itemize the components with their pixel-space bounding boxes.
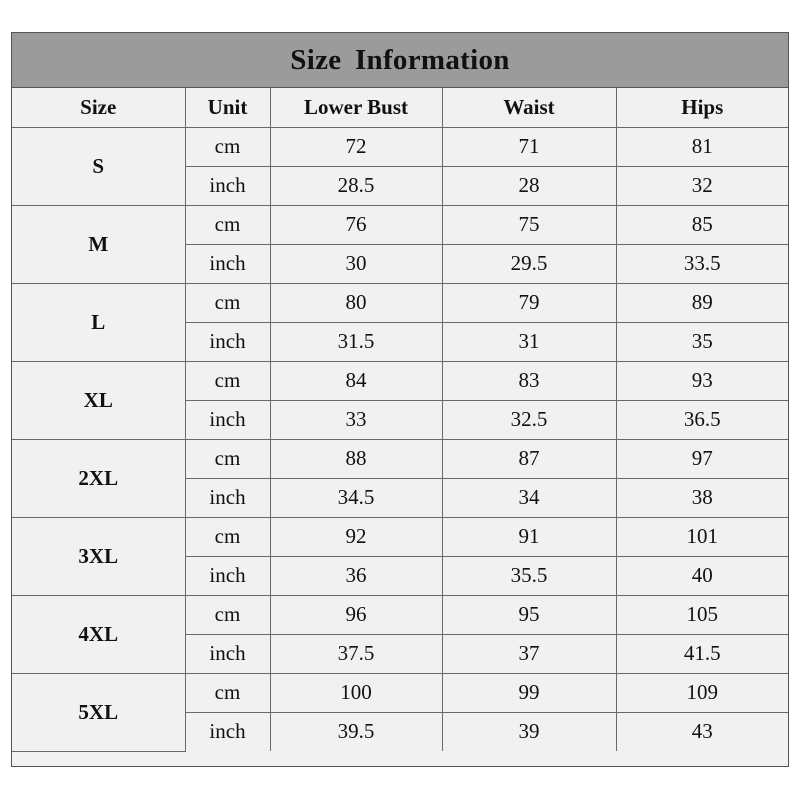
lower-bust-cell: 92 [270,517,442,556]
unit-cell: cm [185,439,270,478]
table-row [12,517,788,556]
hips-cell: 41.5 [616,634,788,673]
hips-cell: 85 [616,205,788,244]
table-row [12,361,788,400]
lower-bust-cell: 80 [270,283,442,322]
hips-cell: 43 [616,712,788,751]
unit-cell: cm [185,205,270,244]
unit-cell: inch [185,478,270,517]
hips-cell: 40 [616,556,788,595]
lower-bust-cell: 36 [270,556,442,595]
hips-cell: 101 [616,517,788,556]
unit-cell: inch [185,322,270,361]
size-label: 5XL [12,673,185,751]
waist-cell: 75 [442,205,616,244]
size-label: 3XL [12,517,185,595]
table-row [12,439,788,478]
hips-cell: 109 [616,673,788,712]
header-size: Size [12,88,185,127]
hips-cell: 33.5 [616,244,788,283]
lower-bust-cell: 30 [270,244,442,283]
unit-cell: inch [185,712,270,751]
lower-bust-cell: 39.5 [270,712,442,751]
waist-cell: 31 [442,322,616,361]
hips-cell: 81 [616,127,788,166]
waist-cell: 95 [442,595,616,634]
unit-cell: cm [185,361,270,400]
hips-cell: 93 [616,361,788,400]
size-label: 2XL [12,439,185,517]
table-body [12,127,788,751]
waist-cell: 87 [442,439,616,478]
hips-cell: 36.5 [616,400,788,439]
waist-cell: 99 [442,673,616,712]
lower-bust-cell: 34.5 [270,478,442,517]
hips-cell: 97 [616,439,788,478]
lower-bust-cell: 76 [270,205,442,244]
unit-cell: inch [185,400,270,439]
size-chart [11,32,789,767]
header-lower-bust: Lower Bust [270,88,442,127]
table-row [12,595,788,634]
unit-cell: cm [185,517,270,556]
table-row [12,127,788,166]
waist-cell: 71 [442,127,616,166]
waist-cell: 91 [442,517,616,556]
lower-bust-cell: 31.5 [270,322,442,361]
unit-cell: cm [185,283,270,322]
waist-cell: 32.5 [442,400,616,439]
unit-cell: inch [185,556,270,595]
size-table [12,88,788,752]
waist-cell: 83 [442,361,616,400]
waist-cell: 34 [442,478,616,517]
size-label: M [12,205,185,283]
waist-cell: 39 [442,712,616,751]
unit-cell: cm [185,595,270,634]
header-unit: Unit [185,88,270,127]
hips-cell: 35 [616,322,788,361]
lower-bust-cell: 100 [270,673,442,712]
hips-cell: 89 [616,283,788,322]
lower-bust-cell: 84 [270,361,442,400]
hips-cell: 38 [616,478,788,517]
hips-cell: 32 [616,166,788,205]
lower-bust-cell: 72 [270,127,442,166]
header-waist: Waist [442,88,616,127]
waist-cell: 28 [442,166,616,205]
size-label: 4XL [12,595,185,673]
lower-bust-cell: 28.5 [270,166,442,205]
table-row [12,205,788,244]
size-label: S [12,127,185,205]
header-hips: Hips [616,88,788,127]
lower-bust-cell: 88 [270,439,442,478]
header-row [12,88,788,127]
unit-cell: cm [185,127,270,166]
lower-bust-cell: 33 [270,400,442,439]
waist-cell: 37 [442,634,616,673]
lower-bust-cell: 37.5 [270,634,442,673]
table-row [12,673,788,712]
chart-title: Size Information [12,33,788,88]
size-label: L [12,283,185,361]
waist-cell: 29.5 [442,244,616,283]
hips-cell: 105 [616,595,788,634]
waist-cell: 35.5 [442,556,616,595]
unit-cell: inch [185,634,270,673]
size-label: XL [12,361,185,439]
waist-cell: 79 [442,283,616,322]
table-row [12,283,788,322]
unit-cell: inch [185,244,270,283]
lower-bust-cell: 96 [270,595,442,634]
unit-cell: cm [185,673,270,712]
unit-cell: inch [185,166,270,205]
